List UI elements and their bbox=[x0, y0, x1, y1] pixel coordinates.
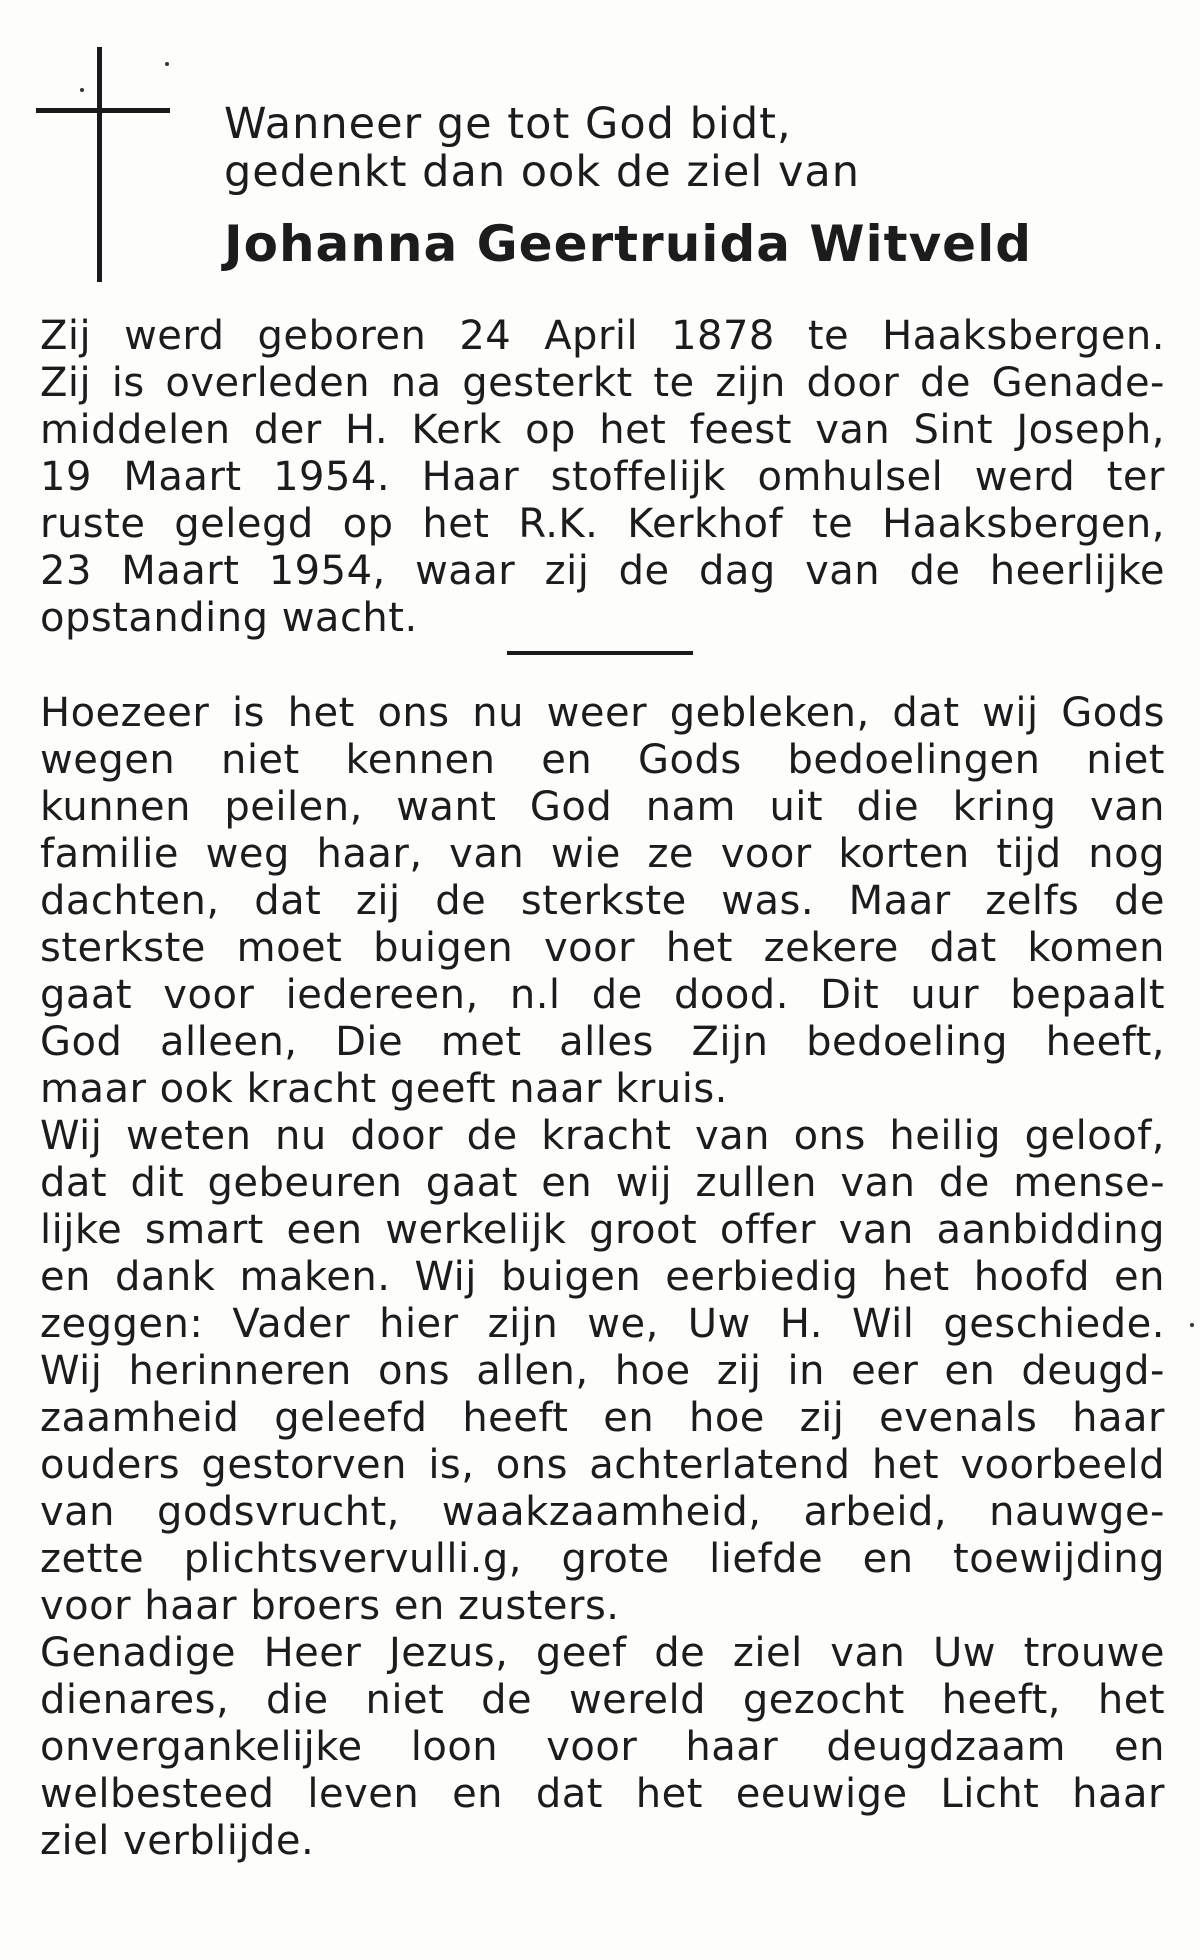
body-line: van godsvrucht, waakzaamheid, arbeid, nauwge- bbox=[40, 1489, 1165, 1535]
print-speck bbox=[80, 88, 84, 92]
print-speck bbox=[1190, 1323, 1194, 1327]
body-line: en dank maken. Wij buigen eerbiedig het hoofd en bbox=[40, 1254, 1165, 1300]
cross-icon-horizontal-bar bbox=[36, 108, 170, 113]
body-line: dachten, dat zij de sterkste was. Maar zelfs de bbox=[40, 878, 1165, 924]
biography-paragraph bbox=[40, 313, 1165, 642]
body-line: Hoezeer is het ons nu weer gebleken, dat wij Gods bbox=[40, 690, 1165, 736]
print-speck bbox=[165, 62, 169, 66]
body-line: dienares, die niet de wereld gezocht heeft, het bbox=[40, 1677, 1165, 1723]
body-line: sterkste moet buigen voor het zekere dat komen bbox=[40, 925, 1165, 971]
cross-icon-vertical-bar bbox=[97, 47, 102, 282]
body-line: voor haar broers en zusters. bbox=[40, 1583, 620, 1629]
bio-line: opstanding wacht. bbox=[40, 595, 418, 641]
body-line: Genadige Heer Jezus, geef de ziel van Uw trouwe bbox=[40, 1630, 1165, 1676]
body-line: familie weg haar, van wie ze voor korten tijd nog bbox=[40, 831, 1165, 877]
body-line: ziel verblijde. bbox=[40, 1818, 315, 1864]
section-divider bbox=[507, 651, 693, 655]
bio-line: ruste gelegd op het R.K. Kerkhof te Haaksbergen, bbox=[40, 501, 1165, 547]
body-line: lijke smart een werkelijk groot offer van aanbidding bbox=[40, 1207, 1165, 1253]
body-line: Wij herinneren ons allen, hoe zij in eer en deugd- bbox=[40, 1348, 1165, 1394]
body-line: wegen niet kennen en Gods bedoelingen niet bbox=[40, 737, 1165, 783]
body-line: welbesteed leven en dat het eeuwige Licht haar bbox=[40, 1771, 1165, 1817]
body-line: zaamheid geleefd heeft en hoe zij evenals haar bbox=[40, 1395, 1165, 1441]
body-line: zeggen: Vader hier zijn we, Uw H. Wil geschiede. bbox=[40, 1301, 1165, 1347]
body-line: kunnen peilen, want God nam uit die kring van bbox=[40, 784, 1165, 830]
body-line: Wij weten nu door de kracht van ons heilig geloof, bbox=[40, 1113, 1165, 1159]
bio-line: Zij werd geboren 24 April 1878 te Haaksbergen. bbox=[40, 313, 1165, 359]
header-line-2: gedenkt dan ook de ziel van bbox=[224, 147, 860, 197]
deceased-name: Johanna Geertruida Witveld bbox=[224, 215, 1033, 273]
bio-line: 19 Maart 1954. Haar stoffelijk omhulsel werd ter bbox=[40, 454, 1165, 500]
bio-line: Zij is overleden na gesterkt te zijn door de Genade- bbox=[40, 360, 1165, 406]
card-header bbox=[224, 100, 1144, 274]
bio-line: 23 Maart 1954, waar zij de dag van de heerlijke bbox=[40, 548, 1165, 594]
body-line: ouders gestorven is, ons achterlatend het voorbeeld bbox=[40, 1442, 1165, 1488]
reflection-text bbox=[40, 690, 1165, 1865]
bio-line: middelen der H. Kerk op het feest van Sint Joseph, bbox=[40, 407, 1165, 453]
body-line: gaat voor iedereen, n.l de dood. Dit uur bepaalt bbox=[40, 972, 1165, 1018]
body-line: maar ook kracht geeft naar kruis. bbox=[40, 1066, 728, 1112]
body-line: dat dit gebeuren gaat en wij zullen van de mense- bbox=[40, 1160, 1165, 1206]
body-line: God alleen, Die met alles Zijn bedoeling heeft, bbox=[40, 1019, 1165, 1065]
body-line: zette plichtsvervulli.g, grote liefde en toewijding bbox=[40, 1536, 1165, 1582]
body-line: onvergankelijke loon voor haar deugdzaam en bbox=[40, 1724, 1165, 1770]
header-line-1: Wanneer ge tot God bidt, bbox=[224, 99, 792, 149]
